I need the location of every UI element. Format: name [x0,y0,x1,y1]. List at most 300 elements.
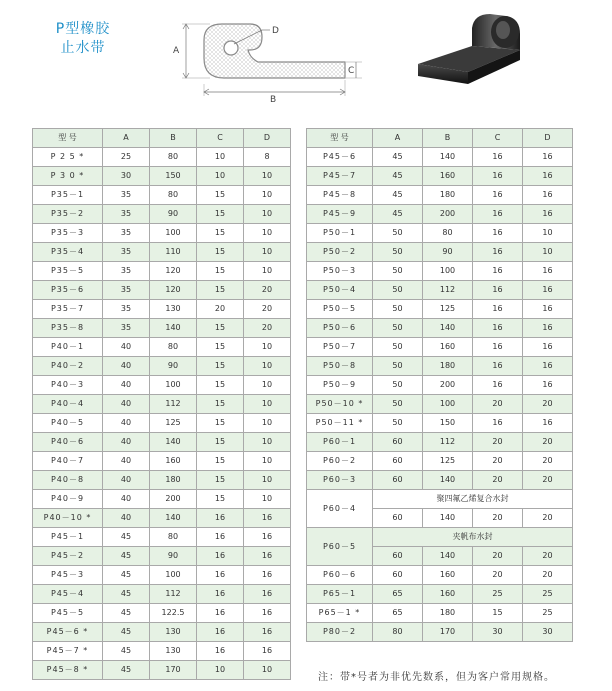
cell-a: 45 [103,623,150,642]
cell-d: 16 [523,148,573,167]
cell-c: 10 [197,661,244,680]
cell-c: 20 [473,395,523,414]
cell-a: 50 [373,414,423,433]
spec-table-right [306,128,573,642]
label-d: D [272,26,279,36]
cell-d: 16 [244,642,291,661]
cell-c: 16 [197,623,244,642]
cell-a: 45 [373,167,423,186]
cell-a: 30 [103,167,150,186]
cell-material: 聚四氟乙烯复合水封 [373,490,573,509]
cell-d: 20 [244,281,291,300]
cell-c: 20 [473,566,523,585]
cell-d: 25 [523,585,573,604]
cell-c: 16 [473,262,523,281]
cell-a: 60 [373,509,423,528]
cell-b: 100 [150,224,197,243]
cell-b: 112 [423,281,473,300]
cell-b: 140 [423,319,473,338]
table-row [33,224,291,243]
cell-a: 40 [103,357,150,376]
cell-a: 40 [103,433,150,452]
cell-model: P45－7 * [33,642,103,661]
cell-a: 50 [373,357,423,376]
cell-d: 16 [244,509,291,528]
cell-d: 20 [523,433,573,452]
cell-c: 15 [197,205,244,224]
cell-c: 16 [197,585,244,604]
cell-a: 40 [103,395,150,414]
cell-model: P45－2 [33,547,103,566]
table-row [33,490,291,509]
special-rows [307,490,573,566]
cell-d: 16 [523,357,573,376]
cell-a: 50 [373,281,423,300]
cell-model: P40－4 [33,395,103,414]
cell-c: 20 [473,547,523,566]
cell-b: 100 [150,376,197,395]
cell-model: P35－4 [33,243,103,262]
cell-c: 15 [197,281,244,300]
cell-b: 80 [150,186,197,205]
table-row [33,262,291,281]
cell-a: 45 [103,585,150,604]
cell-model: P40－10 * [33,509,103,528]
table-row [33,604,291,623]
table-row [33,585,291,604]
cell-c: 10 [197,167,244,186]
cell-c: 15 [197,433,244,452]
cell-a: 40 [103,490,150,509]
cell-model: P50－10 * [307,395,373,414]
table-row [307,224,573,243]
spec-table-right-body-tail [307,566,573,642]
cell-d: 10 [523,224,573,243]
table-row [307,433,573,452]
table-row [307,148,573,167]
product-title-line2: 止水带 [60,40,106,56]
cell-model: P35－3 [33,224,103,243]
product-photo [410,8,530,88]
table-row [307,319,573,338]
cell-model: P50－1 [307,224,373,243]
header-model: 型 号 [33,129,103,148]
cell-model: P45－8 * [33,661,103,680]
cell-b: 130 [150,300,197,319]
label-b: B [270,95,277,104]
cell-model: P35－6 [33,281,103,300]
cell-d: 10 [244,205,291,224]
cell-b: 112 [150,585,197,604]
cell-c: 20 [473,452,523,471]
cell-model: P45－4 [33,585,103,604]
cell-c: 30 [473,623,523,642]
cell-c: 20 [473,433,523,452]
cell-b: 90 [150,205,197,224]
table-row [307,414,573,433]
cell-a: 35 [103,186,150,205]
cell-d: 10 [244,243,291,262]
cell-c: 16 [197,547,244,566]
cell-a: 50 [373,338,423,357]
cell-a: 50 [373,224,423,243]
cell-c: 15 [197,452,244,471]
table-row [307,167,573,186]
cell-b: 130 [150,623,197,642]
cell-b: 80 [150,338,197,357]
cell-b: 160 [423,338,473,357]
cell-b: 160 [423,585,473,604]
cell-c: 16 [473,243,523,262]
cell-d: 16 [523,167,573,186]
cell-c: 15 [197,338,244,357]
cell-b: 130 [150,642,197,661]
table-row [33,338,291,357]
cell-d: 16 [523,338,573,357]
cell-b: 140 [423,509,473,528]
cell-a: 65 [373,604,423,623]
cell-b: 180 [423,186,473,205]
cell-b: 100 [150,566,197,585]
cell-b: 140 [423,471,473,490]
table-row [307,357,573,376]
cell-model: P35－2 [33,205,103,224]
spec-table-left-body [33,148,291,680]
cell-b: 150 [423,414,473,433]
cell-model: P 3 0 * [33,167,103,186]
cell-d: 20 [244,319,291,338]
table-row-p60-5-material [307,528,573,547]
cell-a: 50 [373,243,423,262]
cell-b: 160 [423,167,473,186]
cell-b: 80 [150,528,197,547]
cell-model: P40－1 [33,338,103,357]
cell-d: 16 [244,623,291,642]
cell-b: 80 [150,148,197,167]
cell-model: P65－1 * [307,604,373,623]
table-row [307,300,573,319]
cell-model: P45－7 [307,167,373,186]
cell-model: P40－8 [33,471,103,490]
cell-a: 40 [103,414,150,433]
table-header-row [307,129,573,148]
table-row [33,395,291,414]
cell-d: 20 [244,300,291,319]
cell-a: 60 [373,452,423,471]
cell-model: P50－7 [307,338,373,357]
table-row [33,148,291,167]
table-row [307,243,573,262]
table-row [33,243,291,262]
cell-a: 35 [103,224,150,243]
cell-b: 80 [423,224,473,243]
cell-c: 25 [473,585,523,604]
cell-a: 45 [103,528,150,547]
cell-b: 100 [423,395,473,414]
cell-model: P45－3 [33,566,103,585]
cell-a: 40 [103,452,150,471]
cell-c: 15 [197,186,244,205]
cell-d: 20 [523,509,573,528]
cell-model: P45－8 [307,186,373,205]
cell-model: P45－6 * [33,623,103,642]
label-c: C [348,66,355,76]
product-title-line1: P型橡胶 [55,21,111,37]
cell-model: P45－9 [307,205,373,224]
cell-model: P50－6 [307,319,373,338]
cell-d: 20 [523,452,573,471]
table-row [307,604,573,623]
cell-d: 30 [523,623,573,642]
cell-b: 140 [150,509,197,528]
cell-c: 10 [197,148,244,167]
table-row [33,433,291,452]
cell-a: 35 [103,281,150,300]
cell-b: 125 [150,414,197,433]
cell-model: P45－1 [33,528,103,547]
table-row [33,642,291,661]
table-row [33,357,291,376]
cell-d: 10 [244,262,291,281]
table-header-row [33,129,291,148]
cell-c: 15 [473,604,523,623]
cell-c: 16 [473,148,523,167]
cell-model: P45－6 [307,148,373,167]
cell-model: P35－7 [33,300,103,319]
cell-model: P40－3 [33,376,103,395]
cell-b: 180 [150,471,197,490]
cell-d: 16 [523,319,573,338]
cell-c: 16 [197,642,244,661]
cell-b: 140 [150,433,197,452]
cell-a: 35 [103,262,150,281]
cell-b: 122.5 [150,604,197,623]
header-a: A [373,129,423,148]
cell-a: 45 [103,604,150,623]
table-row [307,623,573,642]
header-c: C [197,129,244,148]
cell-a: 40 [103,338,150,357]
cell-b: 112 [150,395,197,414]
cell-c: 16 [473,167,523,186]
cell-d: 10 [244,395,291,414]
cell-b: 200 [423,205,473,224]
cell-b: 90 [150,357,197,376]
cell-a: 40 [103,509,150,528]
cell-d: 16 [244,585,291,604]
cell-a: 45 [103,566,150,585]
cell-d: 16 [244,547,291,566]
cell-material: 夹帆布水封 [373,528,573,547]
cell-c: 16 [473,319,523,338]
cell-d: 10 [244,186,291,205]
cell-model: P60－2 [307,452,373,471]
cell-c: 16 [197,566,244,585]
cell-a: 60 [373,433,423,452]
cell-b: 140 [423,148,473,167]
cell-d: 16 [523,186,573,205]
cell-c: 15 [197,490,244,509]
cell-b: 90 [150,547,197,566]
cell-a: 50 [373,376,423,395]
cell-model: P35－8 [33,319,103,338]
cell-model: P40－7 [33,452,103,471]
table-row [307,376,573,395]
cell-d: 8 [244,148,291,167]
cell-a: 35 [103,319,150,338]
cell-c: 16 [473,338,523,357]
table-row [307,338,573,357]
cell-c: 16 [473,281,523,300]
cell-c: 16 [473,357,523,376]
cell-d: 10 [244,433,291,452]
cell-a: 50 [373,300,423,319]
cell-a: 60 [373,471,423,490]
cell-a: 25 [103,148,150,167]
cell-model: P80－2 [307,623,373,642]
header-d: D [523,129,573,148]
label-a: A [173,46,180,56]
table-row [33,623,291,642]
cell-model: P40－5 [33,414,103,433]
cell-c: 15 [197,243,244,262]
cell-d: 25 [523,604,573,623]
table-row [307,471,573,490]
table-row [33,509,291,528]
header-model: 型 号 [307,129,373,148]
table-row [307,205,573,224]
spec-table-right-body [307,148,573,490]
cell-c: 20 [473,471,523,490]
cell-b: 150 [150,167,197,186]
table-row [33,414,291,433]
table-row [307,585,573,604]
table-row [33,528,291,547]
cell-a: 40 [103,376,150,395]
cell-b: 140 [150,319,197,338]
header-b: B [423,129,473,148]
table-row [33,319,291,338]
header-c: C [473,129,523,148]
cell-b: 200 [150,490,197,509]
cell-c: 15 [197,224,244,243]
cell-b: 180 [423,357,473,376]
cell-d: 10 [244,357,291,376]
table-row [307,566,573,585]
cell-d: 16 [523,376,573,395]
cell-d: 16 [523,414,573,433]
cell-b: 200 [423,376,473,395]
table-row [33,376,291,395]
cell-model: P60－1 [307,433,373,452]
cell-b: 160 [150,452,197,471]
table-row [307,452,573,471]
cell-a: 45 [103,642,150,661]
cell-c: 16 [473,224,523,243]
cell-c: 16 [197,528,244,547]
cell-b: 110 [150,243,197,262]
cell-a: 50 [373,395,423,414]
cell-b: 125 [423,452,473,471]
cell-model: P60－4 [307,490,373,528]
table-row [33,452,291,471]
table-row [33,566,291,585]
cell-d: 20 [523,471,573,490]
cell-d: 10 [244,414,291,433]
cell-model: P45－5 [33,604,103,623]
cell-c: 16 [197,509,244,528]
cell-c: 15 [197,319,244,338]
cell-a: 45 [103,547,150,566]
cell-b: 100 [423,262,473,281]
cell-b: 140 [423,547,473,566]
cell-a: 45 [373,186,423,205]
cell-c: 16 [473,414,523,433]
cell-c: 16 [473,376,523,395]
table-row [307,186,573,205]
cell-b: 170 [150,661,197,680]
table-row [307,395,573,414]
cell-b: 170 [423,623,473,642]
cell-b: 180 [423,604,473,623]
header-a: A [103,129,150,148]
table-row [33,547,291,566]
cell-a: 35 [103,300,150,319]
cell-a: 45 [373,148,423,167]
cell-a: 50 [373,262,423,281]
table-row [307,262,573,281]
cell-b: 120 [150,281,197,300]
cell-b: 125 [423,300,473,319]
cell-model: P 2 5 * [33,148,103,167]
cell-model: P50－4 [307,281,373,300]
table-row [33,281,291,300]
cell-d: 16 [523,281,573,300]
cell-model: P50－9 [307,376,373,395]
cell-model: P50－8 [307,357,373,376]
cell-a: 60 [373,547,423,566]
header-b: B [150,129,197,148]
cell-model: P50－11 * [307,414,373,433]
cell-a: 65 [373,585,423,604]
cell-model: P60－6 [307,566,373,585]
cell-c: 20 [473,509,523,528]
cell-d: 16 [523,205,573,224]
cell-a: 45 [103,661,150,680]
cell-d: 20 [523,547,573,566]
header-d: D [244,129,291,148]
cell-model: P50－3 [307,262,373,281]
cell-c: 15 [197,262,244,281]
cell-c: 16 [197,604,244,623]
spec-table-left [32,128,291,680]
cell-model: P40－2 [33,357,103,376]
product-title [28,20,138,58]
table-row [33,186,291,205]
cell-model: P40－9 [33,490,103,509]
table-row [33,661,291,680]
cell-b: 112 [423,433,473,452]
table-row-p60-4-material [307,490,573,509]
cell-a: 60 [373,566,423,585]
cell-d: 10 [244,490,291,509]
table-row [33,205,291,224]
cell-d: 20 [523,566,573,585]
cell-c: 15 [197,357,244,376]
cell-d: 10 [244,167,291,186]
table-row [33,471,291,490]
cell-model: P60－3 [307,471,373,490]
